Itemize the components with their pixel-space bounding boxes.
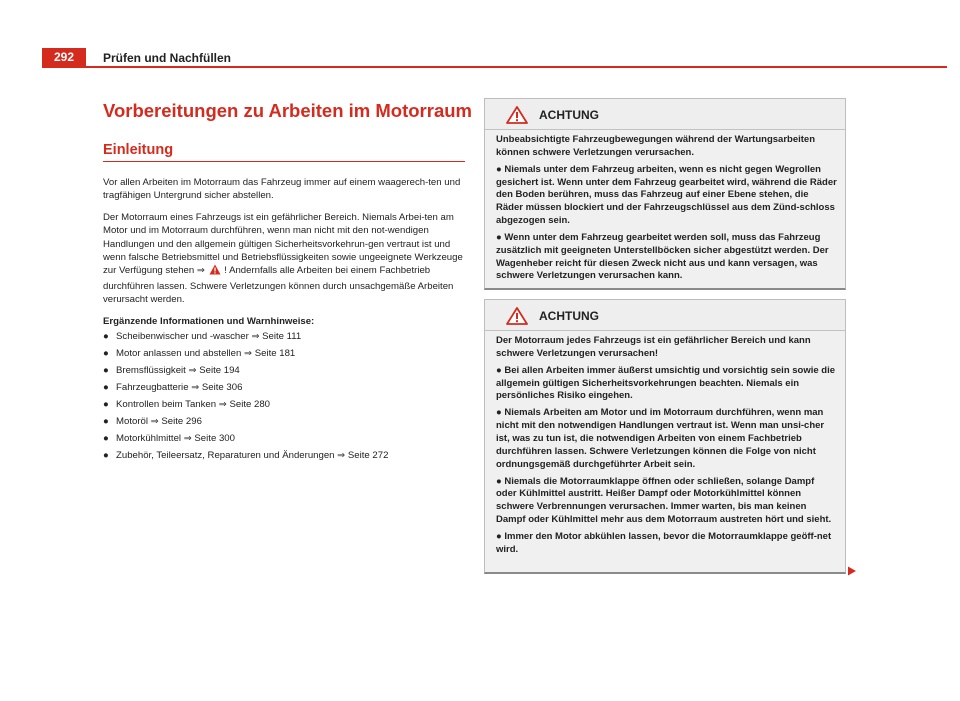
warning-point: ● Immer den Motor abkühlen lassen, bevor die Motorraumklappe geöff-net wird.	[496, 530, 832, 555]
bullet: ●	[103, 416, 109, 428]
warning-point: ● Niemals unter dem Fahrzeug arbeiten, wenn es nicht gegen Wegrollen gesichert ist. Wenn unter dem Fahrzeug gearbeitet wird, während die Räder den Boden berühren, muss das Fahrzeug auf einer Ebene stehen, die Räder müssen blockiert und der Fahrzeugschlüssel aus dem Zünd-schloss abgezogen sein.	[496, 163, 837, 226]
warning-triangle-icon[interactable]	[209, 264, 221, 279]
warning-header	[485, 99, 845, 130]
warning-body	[485, 130, 845, 283]
body-paragraph-end: ! Andernfalls alle Arbeiten bei einem Fachbetrieb durchführen lassen. Schwere Verletzungen können durch unsachgemäße Arbeiten verursacht werden.	[103, 265, 454, 306]
reference-list	[103, 330, 465, 463]
warning-label: ACHTUNG	[539, 309, 599, 323]
bullet: ●	[103, 330, 109, 342]
warning-box-vehicle-movement	[484, 98, 846, 290]
warning-body	[485, 331, 845, 557]
warning-intro: Unbeabsichtigte Fahrzeugbewegungen während der Wartungsarbeiten können schwere Verletzungen verursachen.	[496, 134, 815, 158]
bullet: ●	[103, 364, 109, 376]
body-paragraph-start: Der Motorraum eines Fahrzeugs ist ein gefährlicher Bereich. Niemals Arbei-ten am Motor und im Motorraum durchführen, wenn man nicht mit den not-wendigen Handlungen und den allgemein gültigen Sicherheitsvorkehrun-gen vertraut ist und wenn falsche Betriebsmittel und Betriebsflüssigkeiten sowie ungeeignete Werkzeuge zur Verfügung stehen ⇒	[103, 211, 463, 277]
warning-point: ● Niemals Arbeiten am Motor und im Motorraum durchführen, wenn man nicht mit den notwendigen Handlungen vertraut ist. Wenn man unsi-cher ist, was zu tun ist, die notwendigen Arbeiten von einem Fachbetrieb durchführen lassen. Schwere Verletzungen können die Folge von nicht ordnungsgemäß durchgeführter Arbeit sein.	[496, 407, 825, 470]
warning-point: ● Wenn unter dem Fahrzeug gearbeitet werden soll, muss das Fahrzeug zusätzlich mit geeigneten Unterstellböcken sicher abgestützt werden. Der Wagenheber reicht für diesen Zweck nicht aus und kann versagen, was schwere Verletzungen verursachen kann.	[496, 231, 829, 282]
list-item[interactable]: ● Motor anlassen und abstellen ⇒ Seite 181	[103, 347, 296, 359]
page-number: 292	[42, 48, 86, 67]
intro-paragraph: Vor allen Arbeiten im Motorraum das Fahrzeug immer auf einem waagerech-ten und tragfähigen Untergrund sicher abstellen.	[103, 177, 461, 202]
list-item[interactable]: ● Motorkühlmittel ⇒ Seite 300	[103, 433, 235, 445]
list-item[interactable]: ● Scheibenwischer und -wascher ⇒ Seite 111	[103, 330, 302, 342]
warning-intro: Der Motorraum jedes Fahrzeugs ist ein gefährlicher Bereich und kann schwere Verletzungen verursachen!	[496, 335, 811, 359]
bullet: ●	[103, 381, 109, 393]
list-item[interactable]: ● Fahrzeugbatterie ⇒ Seite 306	[103, 381, 243, 393]
bullet: ●	[103, 450, 109, 462]
header-title: Prüfen und Nachfüllen	[103, 51, 232, 65]
list-item[interactable]: ● Motoröl ⇒ Seite 296	[103, 416, 202, 428]
arrow-right-icon[interactable]	[847, 563, 857, 581]
list-item[interactable]: ● Kontrollen beim Tanken ⇒ Seite 280	[103, 399, 270, 411]
warning-box-engine-compartment	[484, 299, 846, 574]
warning-point: ● Niemals die Motorraumklappe öffnen oder schließen, solange Dampf oder Kühlmittel austritt. Heißer Dampf oder Motorkühlmittel können schwere Verbrennungen verursachen. Immer warten, bis man keinen Dampf oder Kühlmittel mehr aus dem Motorraum austreten hört und sieht.	[496, 475, 832, 525]
warning-triangle-icon	[506, 307, 528, 330]
section-title: Einleitung	[103, 142, 465, 162]
warning-label: ACHTUNG	[539, 108, 599, 122]
bullet: ●	[103, 399, 109, 411]
warning-header	[485, 300, 845, 331]
page-title: Vorbereitungen zu Arbeiten im Motorraum	[103, 100, 472, 121]
list-item[interactable]: ● Bremsflüssigkeit ⇒ Seite 194	[103, 364, 240, 376]
bullet: ●	[103, 433, 109, 445]
warning-point: ● Bei allen Arbeiten immer äußerst umsichtig und vorsichtig sein sowie die allgemein gültigen Sicherheitsvorkehrungen beachten. Niemals ein persönliches Risiko eingehen.	[496, 364, 836, 402]
header-rule	[42, 66, 947, 68]
body-paragraph	[103, 211, 465, 307]
list-item[interactable]: ● Zubehör, Teileersatz, Reparaturen und Änderungen ⇒ Seite 272	[103, 450, 389, 462]
info-heading: Ergänzende Informationen und Warnhinweise:	[103, 315, 315, 327]
warning-triangle-icon	[506, 106, 528, 129]
left-column	[103, 100, 472, 466]
bullet: ●	[103, 347, 109, 359]
